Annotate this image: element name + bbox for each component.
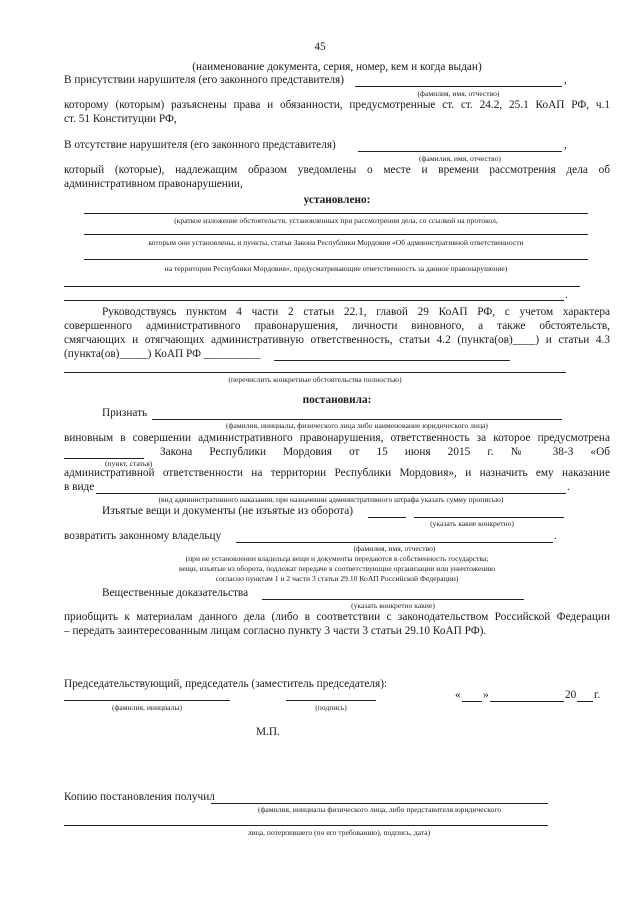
presence-caption: (фамилия, имя, отчество) — [417, 89, 500, 98]
resolved-guilty-line: виновным в совершении административного правонарушения, ответственность за которое предусмотрена — [64, 432, 610, 444]
seized-return-dot: . — [554, 530, 557, 542]
seized-items-field-1[interactable] — [368, 517, 406, 518]
seized-caption: (указать какие конкретно) — [430, 519, 514, 528]
copy-recipient-field-2[interactable] — [64, 825, 548, 826]
seized-owner-caption: (фамилия, имя, отчество) — [353, 544, 436, 553]
absence-label: В отсутствие нарушителя (его законного представителя) — [64, 139, 336, 151]
seized-return-label: возвратить законному владельцу — [64, 530, 222, 542]
established-end-dot: . — [565, 289, 568, 301]
established-field-3[interactable] — [84, 259, 588, 260]
resolved-law-line: Закона Республики Мордовия от 15 июня 2015 г. № 38-З «Об — [160, 446, 610, 458]
established-field-2[interactable] — [84, 234, 588, 235]
resolved-penalty-field[interactable] — [96, 493, 566, 494]
copy-label: Копию постановления получил — [64, 791, 215, 803]
copy-caption-2: лица, потерпевшего (по его требованию), подпись, дата) — [247, 828, 431, 837]
date-year-prefix: 20 — [565, 689, 577, 701]
guided-circumstances-field-2[interactable] — [64, 372, 566, 373]
resolved-admin-line: административной ответственности на территории Республики Мордовия», и назначить ему наказание — [64, 467, 610, 479]
date-close-quote: » — [483, 689, 489, 701]
date-year-field[interactable] — [577, 701, 593, 702]
resolved-kind-caption: (вид административного наказания, при назначении административного штрафа указать сумму прописью) — [158, 495, 504, 504]
absence-name-field[interactable] — [358, 151, 562, 152]
resolved-kind-prefix: в виде — [64, 481, 95, 493]
evidence-field[interactable] — [262, 599, 524, 600]
chair-name-caption: (фамилия, инициалы) — [111, 703, 182, 712]
established-caption-3: на территории Республики Мордовия», предусматривающие ответственность за данное правонарушение) — [164, 264, 508, 273]
date-open-quote: « — [455, 689, 461, 701]
established-field-4[interactable] — [64, 286, 580, 287]
evidence-line1: приобщить к материалам данного дела (либо в соответствии с законодательством Российской Федерации — [64, 611, 610, 623]
established-field-5[interactable] — [64, 300, 564, 301]
seized-label: Изъятые вещи и документы (не изъятые из оборота) — [102, 505, 354, 517]
resolved-recognize-caption: (фамилия, инициалы, физического лица либо наименование юридического лица) — [226, 421, 488, 430]
page-number: 45 — [314, 41, 326, 53]
absence-comma: , — [564, 139, 567, 151]
absence-caption: (фамилия, имя, отчество) — [419, 154, 501, 163]
copy-caption-1: (фамилия, инициалы физического лица, либо представителя юридического — [257, 805, 502, 814]
resolved-law-caption: (пункт, статья) — [105, 459, 153, 468]
chair-sign-field[interactable] — [286, 700, 376, 701]
chair-name-field[interactable] — [64, 700, 230, 701]
evidence-label: Вещественные доказательства — [102, 587, 249, 599]
guided-circumstances-field-1[interactable] — [274, 360, 510, 361]
guided-line3: смягчающих и отягчающих административную ответственность, статьи 4.2 (пункта(ов)____) и статьи 4.3 — [64, 334, 610, 346]
guided-line2: совершенного административного правонарушения, личности виновного, а также обстоятельств, — [64, 320, 610, 332]
presence-label: В присутствии нарушителя (его законного представителя) — [64, 74, 344, 86]
established-field-1[interactable] — [84, 213, 588, 214]
absence-notice-line1: который (которые), надлежащим образом уведомлены о месте и времени рассмотрения дела об — [64, 164, 610, 176]
copy-recipient-field-1[interactable] — [211, 803, 548, 804]
date-day-field[interactable] — [462, 701, 482, 702]
guided-line4: (пункта(ов)_____) КоАП РФ __________ — [64, 348, 261, 360]
doc-id-caption: (наименование документа, серия, номер, кем и когда выдан) — [192, 61, 482, 73]
established-caption-2: которым они установлены, и пункты, статьи Закона Республики Мордовия «Об административной ответственности — [148, 238, 524, 247]
evidence-line2: – передать заинтересованным лицам согласно пункту 3 части 3 статьи 29.10 КоАП РФ). — [64, 625, 487, 637]
chair-label: Председательствующий, председатель (заместитель председателя): — [64, 678, 388, 690]
resolved-offender-field[interactable] — [152, 419, 562, 420]
chair-sign-caption: (подпись) — [315, 703, 347, 712]
resolved-kind-dot: . — [567, 481, 570, 493]
resolved-heading: постановила: — [302, 394, 372, 406]
date-month-field[interactable] — [490, 701, 564, 702]
presence-rights-line2: ст. 51 Конституции РФ, — [64, 113, 177, 125]
presence-comma: , — [564, 74, 567, 86]
seized-note-1: (при не установлении владельца вещи и документы передаются в собственность государства; — [185, 554, 489, 563]
absence-notice-line2: административном правонарушении, — [64, 178, 243, 190]
established-caption-1: (краткое изложение обстоятельств, установленных при рассмотрении дела, со ссылкой на протокол, — [174, 216, 498, 225]
evidence-caption: (указать конкретно какие) — [351, 601, 435, 610]
date-year-suffix: г. — [594, 689, 601, 701]
seized-items-field-2[interactable] — [414, 517, 564, 518]
seized-note-3: согласно пунктам 1 и 2 части 3 статьи 29.10 КоАП Российской Федерации) — [215, 574, 459, 583]
presence-name-field[interactable] — [355, 86, 562, 87]
presence-rights-line1: которому (которым) разъяснены права и обязанности, предусмотренные ст. ст. 24.2, 25.1 КоАП РФ, ч.1 — [64, 99, 610, 111]
resolved-recognize: Признать — [102, 407, 148, 419]
stamp-mark: М.П. — [256, 726, 280, 738]
seized-owner-field[interactable] — [236, 542, 553, 543]
guided-line1: Руководствуясь пунктом 4 части 2 статьи 22.1, главой 29 КоАП РФ, с учетом характера — [102, 306, 610, 318]
seized-note-2: вещи, изъятые из оборота, подлежат передаче в соответствующие организации или уничтожению — [179, 564, 495, 573]
guided-caption: (перечислить конкретные обстоятельства полностью) — [228, 375, 402, 384]
established-heading: установлено: — [303, 194, 371, 206]
